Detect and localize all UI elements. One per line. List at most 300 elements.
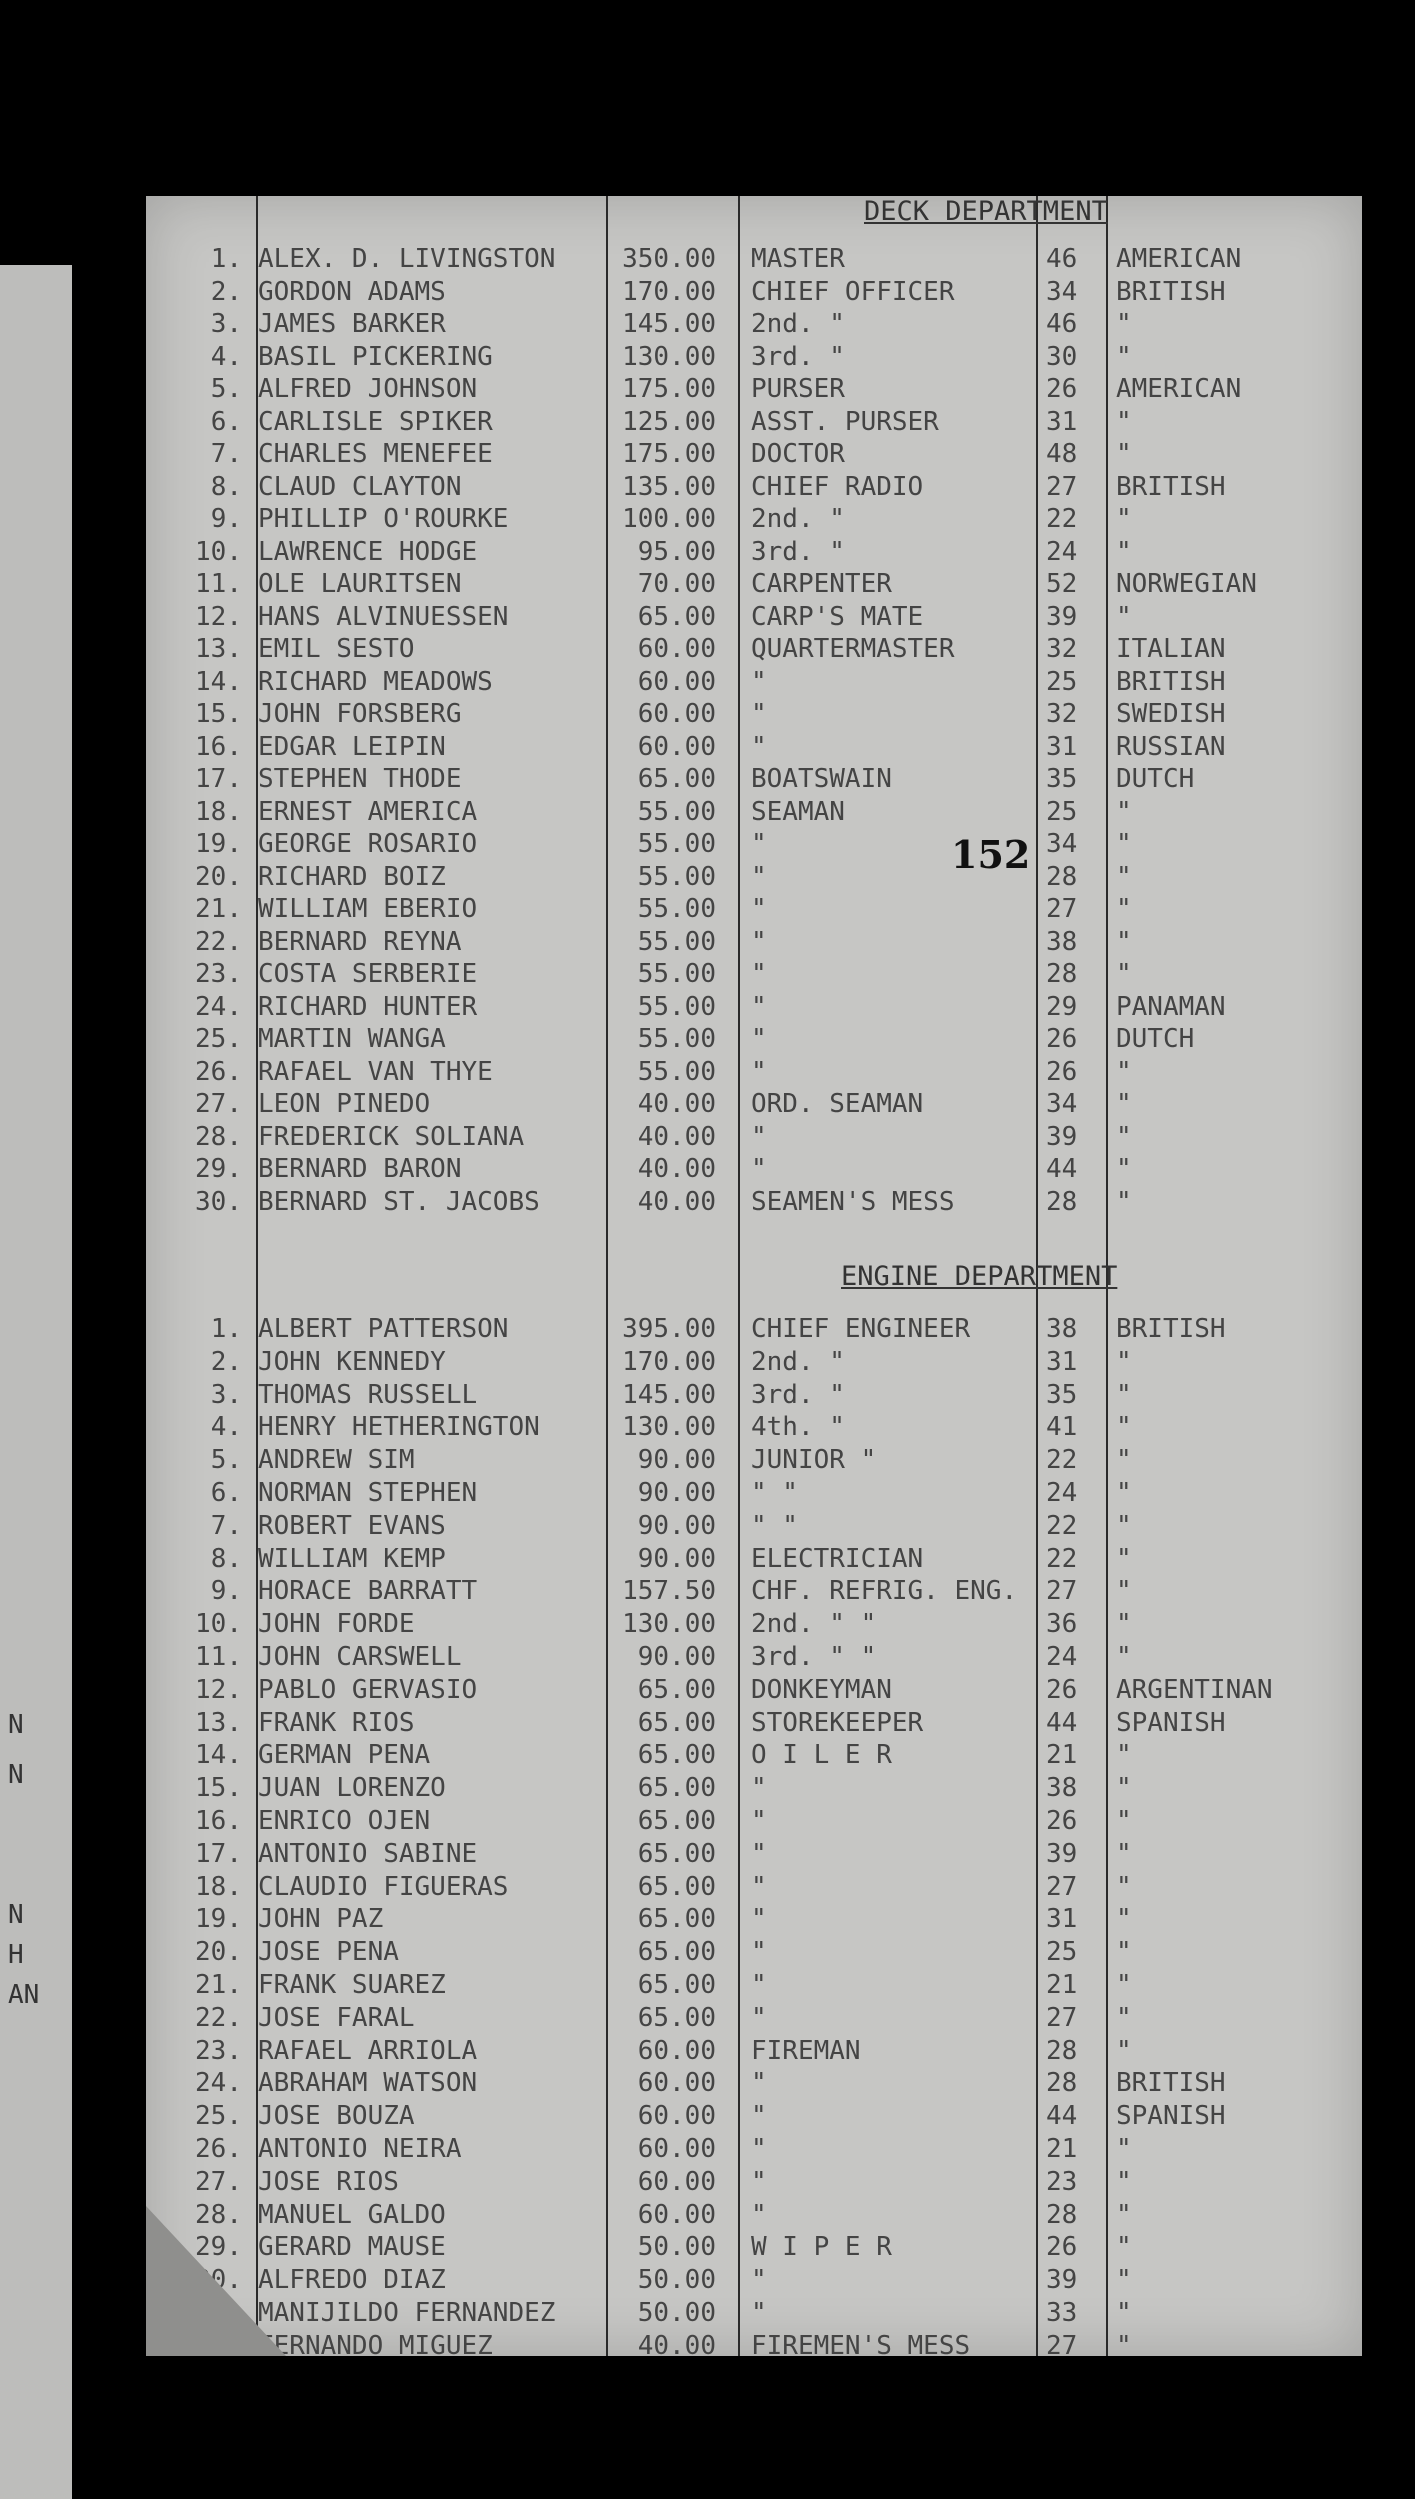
crew-nationality: " — [1116, 309, 1132, 339]
crew-row — [146, 1970, 1362, 2002]
crew-nationality: " — [1116, 2232, 1132, 2263]
crew-rank: " — [751, 1904, 767, 1935]
crew-pay: 55.00 — [637, 926, 716, 957]
crew-age: 44 — [1046, 1154, 1078, 1184]
crew-age: 28 — [1046, 2035, 1078, 2066]
crew-nationality: BRITISH — [1116, 1314, 1226, 1344]
row-number: 26. — [195, 2134, 242, 2164]
crew-nationality: ITALIAN — [1116, 634, 1226, 664]
crew-nationality: " — [1116, 1445, 1132, 1476]
crew-pay: 65.00 — [637, 1871, 716, 1902]
crew-nationality: " — [1116, 829, 1132, 859]
crew-row — [146, 569, 1362, 601]
crew-nationality: SPANISH — [1116, 2101, 1226, 2132]
crew-rank: STOREKEEPER — [751, 1707, 924, 1738]
row-number: 17. — [195, 764, 242, 794]
row-number: 13. — [195, 1707, 242, 1738]
crew-pay: 65.00 — [637, 1904, 716, 1935]
crew-nationality: " — [1116, 1510, 1132, 1541]
crew-row — [146, 959, 1362, 991]
crew-nationality: " — [1116, 341, 1132, 372]
crew-age: 44 — [1046, 2101, 1078, 2132]
crew-row — [146, 1740, 1362, 1772]
row-number: 28. — [195, 2199, 242, 2230]
row-number: 18. — [195, 796, 242, 827]
crew-age: 31 — [1046, 731, 1078, 762]
crew-nationality: " — [1116, 1806, 1132, 1836]
crew-nationality: " — [1116, 2199, 1132, 2230]
row-number: 32. — [195, 2330, 242, 2361]
crew-nationality: BRITISH — [1116, 471, 1226, 502]
crew-rank: CHIEF ENGINEER — [751, 1314, 971, 1344]
crew-row — [146, 1904, 1362, 1936]
crew-name: GERARD MAUSE — [258, 2232, 446, 2263]
crew-name: JOHN FORSBERG — [258, 699, 462, 729]
crew-rank: SEAMAN — [751, 796, 845, 827]
crew-row — [146, 2200, 1362, 2232]
crew-age: 34 — [1046, 276, 1078, 307]
crew-pay: 130.00 — [622, 1412, 716, 1443]
crew-row — [146, 862, 1362, 894]
crew-row — [146, 732, 1362, 764]
crew-rank: " " — [751, 1478, 798, 1508]
engine-department-heading: ENGINE DEPARTMENT — [841, 1261, 1118, 1292]
crew-name: EMIL SESTO — [258, 634, 415, 664]
row-number: 8. — [210, 471, 242, 502]
crew-age: 27 — [1046, 2330, 1078, 2361]
crew-age: 22 — [1046, 1510, 1078, 1541]
crew-age: 28 — [1046, 861, 1078, 892]
crew-pay: 65.00 — [637, 1806, 716, 1836]
crew-rank: " — [751, 699, 767, 729]
crew-age: 32 — [1046, 634, 1078, 664]
crew-nationality: BRITISH — [1116, 2068, 1226, 2099]
row-number: 2. — [210, 276, 242, 307]
crew-nationality: " — [1116, 1576, 1132, 1607]
crew-rank: 3rd. " — [751, 1379, 845, 1410]
crew-age: 22 — [1046, 1445, 1078, 1476]
crew-pay: 60.00 — [637, 731, 716, 762]
crew-rank: SEAMEN'S MESS — [751, 1186, 955, 1217]
crew-nationality: " — [1116, 1609, 1132, 1640]
crew-rank: MASTER — [751, 244, 845, 274]
crew-row — [146, 2232, 1362, 2264]
crew-rank: 3rd. " — [751, 536, 845, 567]
crew-name: STEPHEN THODE — [258, 764, 462, 794]
crew-nationality: " — [1116, 796, 1132, 827]
crew-name: WILLIAM KEMP — [258, 1543, 446, 1574]
crew-row — [146, 374, 1362, 406]
crew-pay: 130.00 — [622, 341, 716, 372]
crew-pay: 65.00 — [637, 1937, 716, 1968]
crew-pay: 60.00 — [637, 2101, 716, 2132]
crew-row — [146, 244, 1362, 276]
row-number: 22. — [195, 2002, 242, 2033]
crew-name: GERMAN PENA — [258, 1740, 431, 1771]
row-number: 1. — [210, 244, 242, 274]
row-number: 21. — [195, 1970, 242, 2000]
crew-age: 46 — [1046, 244, 1078, 274]
crew-name: NORMAN STEPHEN — [258, 1478, 478, 1508]
row-number: 2. — [210, 1346, 242, 1377]
crew-age: 26 — [1046, 1806, 1078, 1836]
crew-age: 34 — [1046, 829, 1078, 859]
crew-age: 39 — [1046, 1121, 1078, 1152]
crew-name: JOHN CARSWELL — [258, 1642, 462, 1672]
crew-rank: CHIEF RADIO — [751, 471, 924, 502]
crew-row — [146, 1773, 1362, 1805]
crew-nationality: " — [1116, 2166, 1132, 2197]
crew-nationality: SWEDISH — [1116, 699, 1226, 729]
crew-nationality: DUTCH — [1116, 1024, 1195, 1054]
row-number: 23. — [195, 959, 242, 989]
crew-age: 25 — [1046, 1937, 1078, 1968]
row-number: 25. — [195, 1024, 242, 1054]
crew-name: WILLIAM EBERIO — [258, 894, 478, 924]
crew-pay: 90.00 — [637, 1543, 716, 1574]
crew-pay: 60.00 — [637, 2068, 716, 2099]
crew-name: RICHARD MEADOWS — [258, 666, 493, 697]
row-number: 30. — [195, 2265, 242, 2296]
crew-name: BERNARD REYNA — [258, 926, 462, 957]
crew-pay: 65.00 — [637, 1740, 716, 1771]
row-number: 20. — [195, 861, 242, 892]
crew-name: ALBERT PATTERSON — [258, 1314, 509, 1344]
crew-age: 39 — [1046, 601, 1078, 632]
crew-nationality: " — [1116, 1904, 1132, 1935]
crew-row — [146, 2003, 1362, 2035]
crew-pay: 145.00 — [622, 1379, 716, 1410]
crew-row — [146, 829, 1362, 861]
crew-row — [146, 407, 1362, 439]
crew-nationality: " — [1116, 1346, 1132, 1377]
crew-row — [146, 1806, 1362, 1838]
crew-rank: BOATSWAIN — [751, 764, 892, 794]
crew-pay: 90.00 — [637, 1642, 716, 1672]
crew-name: GEORGE ROSARIO — [258, 829, 478, 859]
crew-name: FRANK RIOS — [258, 1707, 415, 1738]
crew-name: RICHARD BOIZ — [258, 861, 446, 892]
crew-rank: " — [751, 1871, 767, 1902]
row-number: 11. — [195, 1642, 242, 1672]
crew-rank: " — [751, 731, 767, 762]
crew-pay: 40.00 — [637, 1186, 716, 1217]
crew-nationality: NORWEGIAN — [1116, 569, 1257, 599]
crew-row — [146, 2068, 1362, 2100]
crew-rank: " — [751, 1970, 767, 2000]
crew-pay: 55.00 — [637, 829, 716, 859]
crew-rank: " — [751, 666, 767, 697]
row-number: 31. — [195, 2298, 242, 2328]
crew-name: GORDON ADAMS — [258, 276, 446, 307]
crew-name: BERNARD ST. JACOBS — [258, 1186, 540, 1217]
crew-rank: CHF. REFRIG. ENG. — [751, 1576, 1018, 1607]
crew-pay: 145.00 — [622, 309, 716, 339]
crew-rank: ASST. PURSER — [751, 406, 939, 437]
crew-age: 21 — [1046, 1970, 1078, 2000]
crew-rank: 3rd. " — [751, 341, 845, 372]
crew-age: 32 — [1046, 699, 1078, 729]
crew-age: 39 — [1046, 1838, 1078, 1869]
row-number: 29. — [195, 2232, 242, 2263]
crew-nationality: AMERICAN — [1116, 374, 1242, 404]
crew-rank: CHIEF OFFICER — [751, 276, 955, 307]
crew-rank: O I L E R — [751, 1740, 892, 1771]
row-number: 27. — [195, 2166, 242, 2197]
crew-name: ABRAHAM WATSON — [258, 2068, 478, 2099]
row-number: 19. — [195, 829, 242, 859]
crew-row — [146, 1511, 1362, 1543]
crew-name: CARLISLE SPIKER — [258, 406, 493, 437]
crew-row — [146, 927, 1362, 959]
crew-pay: 65.00 — [637, 1838, 716, 1869]
crew-nationality: " — [1116, 439, 1132, 469]
row-number: 9. — [210, 504, 242, 534]
crew-rank: " — [751, 894, 767, 924]
crew-name: CHARLES MENEFEE — [258, 439, 493, 469]
crew-name: BERNARD BARON — [258, 1154, 462, 1184]
row-number: 10. — [195, 536, 242, 567]
crew-row — [146, 1675, 1362, 1707]
crew-rank: " — [751, 861, 767, 892]
crew-row — [146, 2298, 1362, 2330]
crew-name: ANTONIO SABINE — [258, 1838, 478, 1869]
row-number: 1. — [210, 1314, 242, 1344]
crew-age: 22 — [1046, 1543, 1078, 1574]
crew-nationality: " — [1116, 1186, 1132, 1217]
crew-age: 27 — [1046, 1576, 1078, 1607]
crew-nationality: " — [1116, 1937, 1132, 1968]
crew-row — [146, 1314, 1362, 1346]
crew-row — [146, 2134, 1362, 2166]
crew-age: 28 — [1046, 2199, 1078, 2230]
crew-name: ALEX. D. LIVINGSTON — [258, 244, 556, 274]
crew-rank: 2nd. " — [751, 504, 845, 534]
edge-fragment-text: N — [8, 1900, 24, 1930]
row-number: 12. — [195, 601, 242, 632]
crew-age: 24 — [1046, 1478, 1078, 1508]
crew-age: 36 — [1046, 1609, 1078, 1640]
row-number: 15. — [195, 699, 242, 729]
crew-age: 27 — [1046, 471, 1078, 502]
crew-row — [146, 2331, 1362, 2363]
crew-nationality: BRITISH — [1116, 666, 1226, 697]
crew-pay: 135.00 — [622, 471, 716, 502]
crew-nationality: " — [1116, 536, 1132, 567]
edge-fragment-text: AN — [8, 1980, 40, 2010]
crew-rank: " — [751, 2002, 767, 2033]
crew-rank: DOCTOR — [751, 439, 845, 469]
crew-nationality: " — [1116, 1478, 1132, 1508]
crew-age: 52 — [1046, 569, 1078, 599]
crew-row — [146, 1347, 1362, 1379]
crew-rank: " — [751, 1773, 767, 1804]
crew-name: JAMES BARKER — [258, 309, 446, 339]
crew-row — [146, 537, 1362, 569]
crew-rank: W I P E R — [751, 2232, 892, 2263]
crew-nationality: AMERICAN — [1116, 244, 1242, 274]
crew-rank: CARP'S MATE — [751, 601, 924, 632]
crew-row — [146, 439, 1362, 471]
deck-department-heading: DECK DEPARTMENT — [864, 196, 1108, 227]
crew-nationality: " — [1116, 1970, 1132, 2000]
crew-age: 23 — [1046, 2166, 1078, 2197]
row-number: 16. — [195, 731, 242, 762]
crew-row — [146, 1576, 1362, 1608]
crew-rank: ELECTRICIAN — [751, 1543, 924, 1574]
crew-row — [146, 1057, 1362, 1089]
crew-age: 28 — [1046, 959, 1078, 989]
crew-age: 27 — [1046, 2002, 1078, 2033]
row-number: 4. — [210, 341, 242, 372]
crew-pay: 60.00 — [637, 2199, 716, 2230]
crew-nationality: RUSSIAN — [1116, 731, 1226, 762]
crew-pay: 157.50 — [622, 1576, 716, 1607]
crew-pay: 70.00 — [637, 569, 716, 599]
crew-list-page — [146, 196, 1362, 2361]
crew-rank: 2nd. " " — [751, 1609, 877, 1640]
row-number: 20. — [195, 1937, 242, 1968]
crew-age: 38 — [1046, 1314, 1078, 1344]
crew-row — [146, 602, 1362, 634]
crew-name: THOMAS RUSSELL — [258, 1379, 478, 1410]
row-number: 15. — [195, 1773, 242, 1804]
crew-name: HORACE BARRATT — [258, 1576, 478, 1607]
crew-pay: 60.00 — [637, 666, 716, 697]
crew-name: MANUEL GALDO — [258, 2199, 446, 2230]
crew-age: 28 — [1046, 2068, 1078, 2099]
crew-name: BASIL PICKERING — [258, 341, 493, 372]
crew-row — [146, 1609, 1362, 1641]
crew-name: FRANK SUAREZ — [258, 1970, 446, 2000]
crew-rank: " — [751, 1121, 767, 1152]
crew-nationality: " — [1116, 861, 1132, 892]
crew-age: 35 — [1046, 1379, 1078, 1410]
crew-row — [146, 1544, 1362, 1576]
crew-nationality: DUTCH — [1116, 764, 1195, 794]
crew-row — [146, 894, 1362, 926]
crew-nationality: " — [1116, 1089, 1132, 1119]
crew-rank: " — [751, 1838, 767, 1869]
edge-fragment-text: N — [8, 1710, 24, 1740]
crew-pay: 55.00 — [637, 861, 716, 892]
crew-row — [146, 764, 1362, 796]
crew-nationality: " — [1116, 1056, 1132, 1087]
crew-age: 34 — [1046, 1089, 1078, 1119]
crew-age: 24 — [1046, 1642, 1078, 1672]
row-number: 14. — [195, 1740, 242, 1771]
crew-row — [146, 504, 1362, 536]
row-number: 25. — [195, 2101, 242, 2132]
crew-name: ROBERT EVANS — [258, 1510, 446, 1541]
row-number: 7. — [210, 439, 242, 469]
crew-age: 39 — [1046, 2265, 1078, 2296]
crew-rank: " — [751, 926, 767, 957]
crew-age: 31 — [1046, 406, 1078, 437]
crew-name: ALFREDO DIAZ — [258, 2265, 446, 2296]
crew-pay: 175.00 — [622, 374, 716, 404]
row-number: 19. — [195, 1904, 242, 1935]
crew-rank: " — [751, 959, 767, 989]
page-number-stamp: 152 — [951, 832, 1031, 877]
crew-rank: 4th. " — [751, 1412, 845, 1443]
crew-nationality: " — [1116, 504, 1132, 534]
row-number: 28. — [195, 1121, 242, 1152]
crew-pay: 65.00 — [637, 601, 716, 632]
crew-age: 26 — [1046, 374, 1078, 404]
crew-rank: " — [751, 1937, 767, 1968]
row-number: 11. — [195, 569, 242, 599]
crew-rank: " — [751, 1024, 767, 1054]
crew-pay: 130.00 — [622, 1609, 716, 1640]
crew-row — [146, 667, 1362, 699]
crew-pay: 55.00 — [637, 959, 716, 989]
row-number: 3. — [210, 1379, 242, 1410]
crew-name: COSTA SERBERIE — [258, 959, 478, 989]
crew-row — [146, 1154, 1362, 1186]
crew-name: ANDREW SIM — [258, 1445, 415, 1476]
crew-age: 38 — [1046, 1773, 1078, 1804]
crew-pay: 50.00 — [637, 2232, 716, 2263]
crew-rank: FIREMEN'S MESS — [751, 2330, 971, 2361]
crew-rank: 3rd. " " — [751, 1642, 877, 1672]
crew-name: FREDERICK SOLIANA — [258, 1121, 525, 1152]
crew-name: LAWRENCE HODGE — [258, 536, 478, 567]
crew-age: 22 — [1046, 504, 1078, 534]
crew-age: 26 — [1046, 1056, 1078, 1087]
crew-pay: 100.00 — [622, 504, 716, 534]
crew-row — [146, 1412, 1362, 1444]
crew-pay: 65.00 — [637, 2002, 716, 2033]
crew-pay: 125.00 — [622, 406, 716, 437]
crew-age: 21 — [1046, 1740, 1078, 1771]
crew-rank: PURSER — [751, 374, 845, 404]
row-number: 14. — [195, 666, 242, 697]
crew-age: 29 — [1046, 991, 1078, 1022]
crew-age: 26 — [1046, 2232, 1078, 2263]
crew-name: RAFAEL VAN THYE — [258, 1056, 493, 1087]
crew-nationality: SPANISH — [1116, 1707, 1226, 1738]
crew-name: OLE LAURITSEN — [258, 569, 462, 599]
crew-rank: 2nd. " — [751, 309, 845, 339]
crew-nationality: " — [1116, 894, 1132, 924]
crew-row — [146, 1380, 1362, 1412]
crew-name: HANS ALVINUESSEN — [258, 601, 509, 632]
crew-rank: ORD. SEAMAN — [751, 1089, 924, 1119]
row-number: 4. — [210, 1412, 242, 1443]
crew-pay: 60.00 — [637, 2035, 716, 2066]
crew-name: CLAUDIO FIGUERAS — [258, 1871, 509, 1902]
crew-nationality: " — [1116, 1871, 1132, 1902]
row-number: 17. — [195, 1838, 242, 1869]
crew-rank: " — [751, 2166, 767, 2197]
crew-nationality: PANAMAN — [1116, 991, 1226, 1022]
edge-fragment-text: H — [8, 1940, 24, 1970]
crew-nationality: " — [1116, 1412, 1132, 1443]
crew-pay: 170.00 — [622, 276, 716, 307]
row-number: 12. — [195, 1674, 242, 1705]
crew-age: 26 — [1046, 1674, 1078, 1705]
edge-fragment-text: N — [8, 1760, 24, 1790]
crew-row — [146, 797, 1362, 829]
row-number: 29. — [195, 1154, 242, 1184]
crew-row — [146, 1937, 1362, 1969]
crew-age: 48 — [1046, 439, 1078, 469]
crew-rank: " — [751, 1154, 767, 1184]
row-number: 24. — [195, 991, 242, 1022]
crew-nationality: " — [1116, 1642, 1132, 1672]
crew-name: LEON PINEDO — [258, 1089, 431, 1119]
